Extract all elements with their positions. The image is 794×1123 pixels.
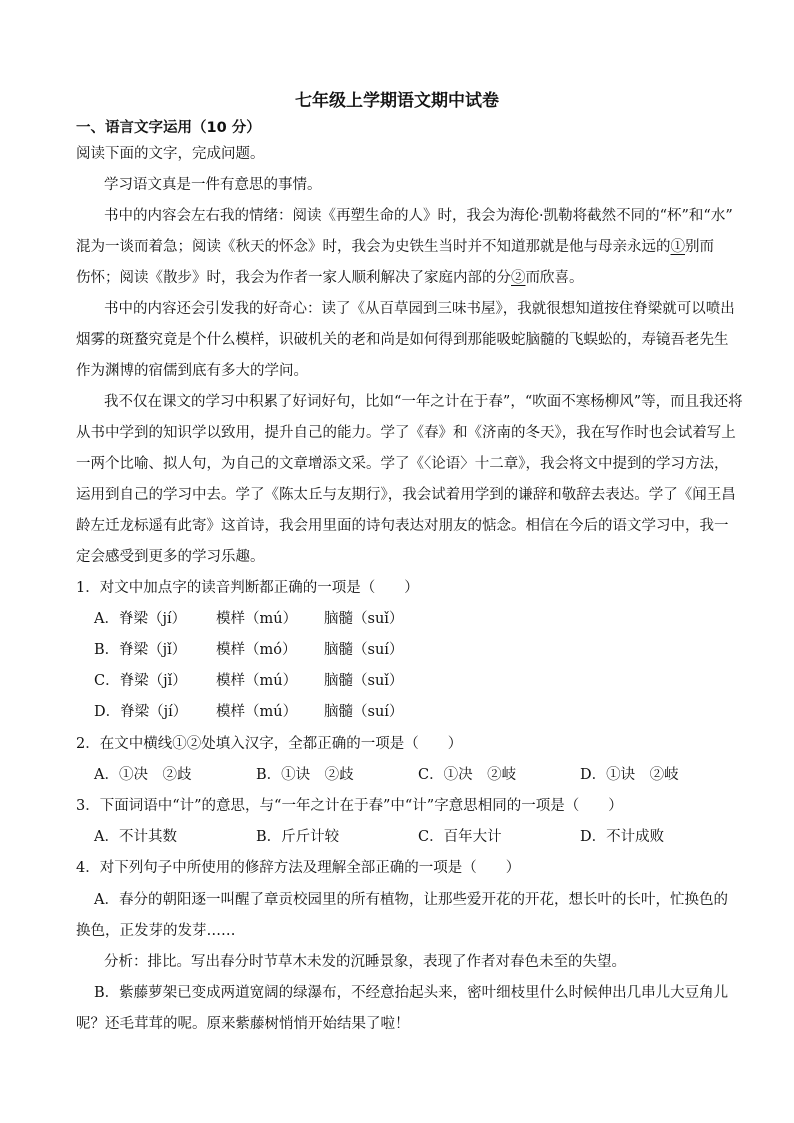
q2-option-d[interactable]: D．①诀 ②岐 <box>580 767 679 783</box>
passage-text: 混为一谈而着急；阅读《秋天的怀念》时，我会为史铁生当时并不知道那就是他与母亲永远的 <box>76 239 671 255</box>
passage-line: 龄左迁龙标遥有此寄》这首诗，我会用里面的诗句表达对朋友的惦念。相信在今后的语文学习中，我一 <box>76 518 729 534</box>
q3-option-b[interactable]: B．斤斤计较 <box>256 829 340 845</box>
passage-line: 作为渊博的宿儒到底有多大的学问。 <box>76 363 308 379</box>
q2-option-a[interactable]: A．①决 ②歧 <box>94 767 192 783</box>
q1-option-a-2: 模样（mú） <box>216 611 298 627</box>
q1-option-b-2: 模样（mó） <box>216 642 297 658</box>
q3-option-c[interactable]: C．百年大计 <box>418 829 502 845</box>
question-3-stem: 3．下面词语中“计”的意思，与“一年之计在于春”中“计”字意思相同的一项是（ ） <box>76 798 623 814</box>
passage-line: 我不仅在课文的学习中积累了好词好句，比如“一年之计在于春”，“吹面不寒杨柳风”等，而且我还将 <box>104 394 743 410</box>
q1-option-c-3: 脑髓（suǐ） <box>324 673 404 689</box>
passage-paragraph-1: 学习语文真是一件有意思的事情。 <box>104 177 322 193</box>
question-1-stem: 1．对文中加点字的读音判断都正确的一项是（ ） <box>76 580 419 596</box>
q1-option-d-1[interactable]: D．脊梁（jí） <box>94 704 188 720</box>
q1-option-a-3: 脑髓（suǐ） <box>324 611 404 627</box>
q4-option-a-analysis: 分析：排比。写出春分时节草木未发的沉睡景象，表现了作者对春色未至的失望。 <box>104 954 626 970</box>
page-title: 七年级上学期语文期中试卷 <box>295 91 499 111</box>
q3-option-a[interactable]: A．不计其数 <box>94 829 177 845</box>
q4-option-b-line: 呢？还毛茸茸的呢。原来紫藤树悄悄开始结果了啦！ <box>76 1016 410 1032</box>
section-instruction: 阅读下面的文字，完成问题。 <box>76 146 265 162</box>
passage-text: 而欣喜。 <box>525 270 584 286</box>
passage-line <box>76 236 746 258</box>
passage-line <box>76 267 746 289</box>
blank-2: ② <box>511 270 526 286</box>
q1-option-d-3: 脑髓（suí） <box>324 704 404 720</box>
q1-option-c-1[interactable]: C．脊梁（jǐ） <box>94 673 187 689</box>
passage-text: 别而 <box>685 239 714 255</box>
q4-option-a-line[interactable]: A．春分的朝阳逐一叫醒了章贡校园里的所有植物，让那些爱开花的开花，想长叶的长叶，忙换色的 <box>94 892 728 908</box>
q1-option-b-3: 脑髓（suí） <box>324 642 404 658</box>
q1-option-d-2: 模样（mú） <box>216 704 298 720</box>
passage-line: 书中的内容还会引发我的好奇心：读了《从百草园到三味书屋》，我就很想知道按住脊梁就可以喷出 <box>104 301 735 317</box>
q1-option-c-2: 模样（mú） <box>216 673 298 689</box>
q1-option-a-1[interactable]: A．脊梁（jí） <box>94 611 187 627</box>
passage-line: 一两个比喻、拟人句，为自己的文章增添文采。学了《〈论语〉十二章》，我会将文中提到的学习方法， <box>76 456 729 472</box>
passage-line: 定会感受到更多的学习乐趣。 <box>76 549 265 565</box>
passage-line: 书中的内容会左右我的情绪：阅读《再塑生命的人》时，我会为海伦·凯勒将截然不同的“杯”和“水” <box>104 208 733 224</box>
passage-text: 伤怀；阅读《散步》时，我会为作者一家人顺利解决了家庭内部的分 <box>76 270 511 286</box>
question-2-stem: 2．在文中横线①②处填入汉字，全都正确的一项是（ ） <box>76 736 463 752</box>
blank-1: ① <box>670 239 685 255</box>
q3-option-d[interactable]: D．不计成败 <box>580 829 665 845</box>
q4-option-a-line: 换色，正发芽的发芽…… <box>76 923 236 939</box>
passage-line: 运用到自己的学习中去。学了《陈太丘与友期行》，我会试着用学到的谦辞和敬辞去表达。学了《闻王昌 <box>76 487 736 503</box>
q4-option-b-line[interactable]: B．紫藤萝架已变成两道宽阔的绿瀑布，不经意抬起头来，密叶细枝里什么时候伸出几串儿大豆角儿 <box>94 985 729 1001</box>
passage-line: 烟雾的斑蝥究竟是个什么模样，识破机关的老和尚是如何得到那能吸蛇脑髓的飞蜈蚣的，寿镜吾老先生 <box>76 332 729 348</box>
q2-option-b[interactable]: B．①诀 ②歧 <box>256 767 354 783</box>
question-4-stem: 4．对下列句子中所使用的修辞方法及理解全部正确的一项是（ ） <box>76 860 521 876</box>
q2-option-c[interactable]: C．①决 ②岐 <box>418 767 517 783</box>
q1-option-b-1[interactable]: B．脊梁（jǐ） <box>94 642 187 658</box>
section-heading: 一、语言文字运用（10 分） <box>76 120 261 136</box>
passage-line: 从书中学到的知识学以致用，提升自己的能力。学了《春》和《济南的冬天》，我在写作时也会试着写上 <box>76 425 736 441</box>
